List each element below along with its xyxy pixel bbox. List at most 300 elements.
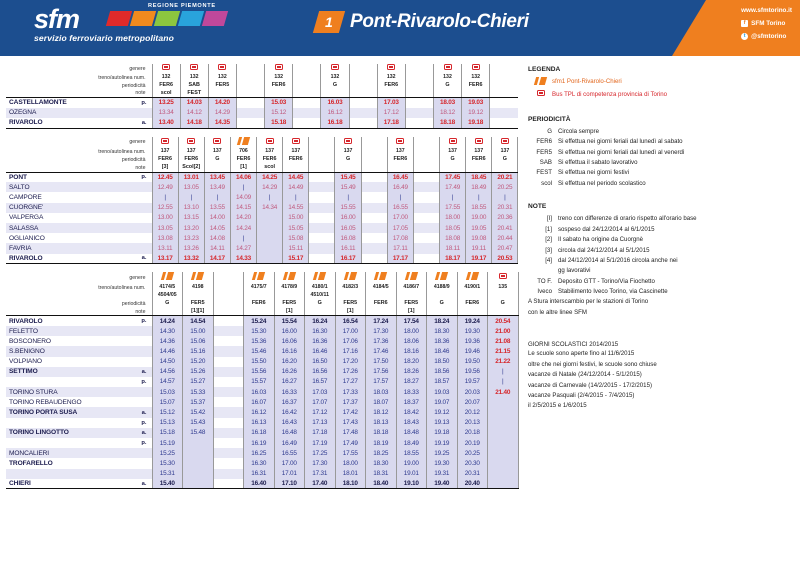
label-periodicita: periodicità xyxy=(121,157,146,164)
periodicita-row-3 xyxy=(528,158,794,167)
genere-cell xyxy=(377,64,405,74)
time-cell: 17.48 xyxy=(335,428,366,438)
time-cell: 15.19 xyxy=(152,438,183,448)
time-cell: 15.42 xyxy=(183,407,214,417)
time-cell: 19.30 xyxy=(457,326,488,336)
periodicita-cell: FER5 xyxy=(335,300,366,308)
time-cell: 17.55 xyxy=(335,448,366,458)
note-text: Stabilimento Iveco Torino, via Cascinette xyxy=(558,288,668,296)
time-cell: 19.12 xyxy=(427,407,458,417)
time-cell: 16.50 xyxy=(305,357,336,367)
time-cell: 13.11 xyxy=(152,243,178,253)
note-cell xyxy=(492,164,518,172)
time-cell: 17.27 xyxy=(335,377,366,387)
time-cell: 13.49 xyxy=(204,182,230,192)
scolastici-line-5: il 2/5/2015 e 1/6/2015 xyxy=(528,402,587,410)
train-number-cell: 137 xyxy=(257,148,283,156)
time-cell: 18.50 xyxy=(427,357,458,367)
time-cell xyxy=(213,438,244,448)
note-cell xyxy=(283,164,309,172)
time-cell: 16.30 xyxy=(305,326,336,336)
time-cell: 13.40 xyxy=(152,118,180,128)
time-cell: 18.30 xyxy=(366,458,397,468)
time-cell xyxy=(309,182,335,192)
time-cell: 18.25 xyxy=(366,448,397,458)
arrival-departure-marker xyxy=(118,326,152,336)
table-row xyxy=(6,438,518,448)
station-name: FELETTO xyxy=(6,326,118,336)
train-icon xyxy=(161,272,174,280)
label-numero: treno/autolinea num. xyxy=(98,284,146,291)
time-cell: 15.25 xyxy=(152,448,183,458)
periodicita-row-1 xyxy=(528,137,794,146)
time-cell: 15.16 xyxy=(183,346,214,356)
train-number-cell: 4175/7 xyxy=(244,284,275,292)
time-cell: 13.26 xyxy=(178,243,204,253)
train-number-cell: 137 xyxy=(204,148,230,156)
facebook-link[interactable] xyxy=(741,17,792,30)
note-cell: Scol[2] xyxy=(178,164,204,172)
time-cell: 13.10 xyxy=(178,203,204,213)
table-row xyxy=(6,357,518,367)
rhombus-4 xyxy=(202,11,228,26)
periodicita-text: Si effettua nei giorni feriali dal lunedì al sabato xyxy=(558,138,683,146)
legend-title: LEGENDA xyxy=(528,66,561,73)
genere-cell xyxy=(230,137,256,149)
genere-cell xyxy=(387,137,413,149)
periodicita-text: Circola sempre xyxy=(558,127,599,135)
time-cell: 18.00 xyxy=(335,458,366,468)
note-cell xyxy=(236,90,264,98)
time-cell: 13.00 xyxy=(152,213,178,223)
time-cell xyxy=(309,213,335,223)
note-row-5 xyxy=(528,266,794,275)
train-number-cell-2 xyxy=(244,292,275,300)
time-cell: 14.45 xyxy=(283,172,309,182)
train-number-cell: 4198 xyxy=(183,284,214,292)
arrival-departure-marker: a. xyxy=(118,254,152,264)
time-cell: 15.05 xyxy=(283,223,309,233)
time-cell: 15.30 xyxy=(152,458,183,468)
time-cell xyxy=(213,357,244,367)
time-cell: 16.19 xyxy=(244,438,275,448)
periodicita-cell: FER6 xyxy=(387,156,413,164)
time-cell: 20.13 xyxy=(457,418,488,428)
table-row xyxy=(6,316,518,326)
periodicita-title: PERIODICITÀ xyxy=(528,115,571,123)
time-cell: 19.00 xyxy=(466,213,492,223)
time-cell: 15.43 xyxy=(183,418,214,428)
timetables-column xyxy=(6,64,518,489)
time-cell: 20.30 xyxy=(457,458,488,468)
time-cell: | xyxy=(488,377,519,387)
time-cell: 18.00 xyxy=(396,326,427,336)
table-row xyxy=(6,448,518,458)
twitter-text: @sfmtorino xyxy=(751,33,787,40)
genere-cell xyxy=(335,272,366,284)
time-cell: 19.36 xyxy=(457,336,488,346)
note-cell xyxy=(152,308,183,316)
time-cell: 17.49 xyxy=(335,438,366,448)
time-cell: | xyxy=(178,192,204,202)
time-cell xyxy=(413,203,439,213)
genere-cell xyxy=(265,64,293,74)
time-cell: 17.18 xyxy=(377,118,405,128)
periodicita-cell: G xyxy=(335,156,361,164)
periodicita-cell: FER6 xyxy=(230,156,256,164)
time-cell: 15.11 xyxy=(283,243,309,253)
time-cell: 18.56 xyxy=(427,367,458,377)
train-icon xyxy=(435,272,448,280)
note-cell xyxy=(208,90,236,98)
genere-cell xyxy=(152,137,178,149)
bus-icon xyxy=(449,138,457,144)
time-cell: 14.09 xyxy=(230,192,256,202)
train-number-cell xyxy=(349,74,377,82)
time-cell: 17.54 xyxy=(396,316,427,326)
time-cell: 13.17 xyxy=(152,254,178,264)
note-key: [2] xyxy=(545,236,552,244)
time-cell: 15.27 xyxy=(183,377,214,387)
time-cell: 15.18 xyxy=(265,118,293,128)
periodicita-cell xyxy=(490,82,518,90)
note-cell: scol xyxy=(152,90,180,98)
time-cell xyxy=(257,254,283,264)
arrival-departure-marker xyxy=(118,336,152,346)
time-cell: 16.42 xyxy=(274,407,305,417)
train-number-cell xyxy=(213,284,244,292)
periodicita-key: FEST xyxy=(536,169,552,177)
note-cell xyxy=(244,308,275,316)
genere-cell xyxy=(466,137,492,149)
genere-cell xyxy=(152,272,183,284)
time-cell: | xyxy=(283,192,309,202)
time-cell: 19.12 xyxy=(462,108,490,118)
time-cell xyxy=(361,182,387,192)
label-note: note xyxy=(6,90,152,98)
time-cell: 19.07 xyxy=(427,397,458,407)
train-number-cell xyxy=(405,74,433,82)
time-cell xyxy=(293,108,321,118)
time-cell xyxy=(183,458,214,468)
station-name: S.BENIGNO xyxy=(6,346,118,356)
time-cell: 18.12 xyxy=(433,108,461,118)
time-cell xyxy=(361,213,387,223)
regione-piemonte-label: REGIONE PIEMONTE xyxy=(148,3,216,9)
time-cell: 18.00 xyxy=(440,213,466,223)
label-genere: genere xyxy=(129,275,146,281)
time-cell: 14.17 xyxy=(204,254,230,264)
note-cell xyxy=(305,308,336,316)
note-cell: [1] xyxy=(274,308,305,316)
timetable-table xyxy=(6,64,518,129)
time-cell: 12.55 xyxy=(152,203,178,213)
bus-icon xyxy=(162,64,170,70)
time-cell: 17.30 xyxy=(366,326,397,336)
table-row xyxy=(6,336,518,346)
time-cell: 14.18 xyxy=(180,118,208,128)
train-icon xyxy=(466,272,479,280)
genere-cell xyxy=(349,64,377,74)
note-cell: [1] xyxy=(230,164,256,172)
train-number-cell xyxy=(490,74,518,82)
train-number-cell: 132 xyxy=(180,74,208,82)
note-cell: [1][1] xyxy=(183,308,214,316)
time-cell xyxy=(213,469,244,479)
time-cell: 18.45 xyxy=(466,172,492,182)
header-row-number xyxy=(6,284,518,292)
time-cell xyxy=(413,243,439,253)
time-cell xyxy=(490,118,518,128)
train-number-cell: 4178/9 xyxy=(274,284,305,292)
note-row-7 xyxy=(528,287,794,296)
time-cell: 19.03 xyxy=(462,98,490,108)
genere-cell xyxy=(283,137,309,149)
station-name: CAMPORE xyxy=(9,194,42,202)
time-cell: 13.15 xyxy=(178,213,204,223)
time-cell: 16.49 xyxy=(387,182,413,192)
time-cell xyxy=(488,438,519,448)
scolastici-line-2: vacanze di Natale (24/12/2014 - 5/1/2015) xyxy=(528,371,642,379)
header-row-periodicita xyxy=(6,82,518,90)
note-key: TO F. xyxy=(537,277,552,285)
time-cell: 15.46 xyxy=(244,346,275,356)
train-number-cell: 137 xyxy=(387,148,413,156)
arrival-departure-marker: p. xyxy=(141,419,147,426)
page-header xyxy=(0,0,800,56)
station-name: TORINO PORTA SUSA xyxy=(6,407,118,417)
train-number-cell: 137 xyxy=(283,148,309,156)
arrival-departure-marker xyxy=(118,108,152,118)
time-cell: 14.03 xyxy=(180,98,208,108)
time-cell: 18.12 xyxy=(366,407,397,417)
time-cell xyxy=(413,172,439,182)
time-cell: 16.00 xyxy=(335,213,361,223)
time-cell: 16.31 xyxy=(244,469,275,479)
table-row xyxy=(6,367,518,377)
note-cell: [1] xyxy=(396,308,427,316)
time-cell: 16.40 xyxy=(244,479,275,489)
genere-cell xyxy=(257,137,283,149)
time-cell: 19.08 xyxy=(466,233,492,243)
periodicita-cell xyxy=(309,156,335,164)
time-cell xyxy=(490,108,518,118)
time-cell: 15.00 xyxy=(183,326,214,336)
periodicita-cell: SAB xyxy=(180,82,208,90)
train-icon xyxy=(534,77,547,88)
table-row xyxy=(6,458,518,468)
time-cell: 18.16 xyxy=(396,346,427,356)
station-name: SALTO xyxy=(6,182,118,192)
time-cell: 17.24 xyxy=(366,316,397,326)
time-cell: 17.08 xyxy=(387,233,413,243)
label-note: note xyxy=(6,164,152,172)
genere-cell xyxy=(366,272,397,284)
time-cell xyxy=(213,428,244,438)
time-cell: | xyxy=(152,192,178,202)
time-cell: 15.26 xyxy=(183,367,214,377)
genere-cell xyxy=(490,64,518,74)
time-cell: 18.31 xyxy=(366,469,397,479)
time-cell xyxy=(488,418,519,428)
note-cell xyxy=(335,164,361,172)
time-cell: 17.00 xyxy=(335,326,366,336)
time-cell xyxy=(183,448,214,458)
website-link[interactable] xyxy=(741,4,792,17)
note-title: NOTE xyxy=(528,203,547,211)
time-cell: 16.07 xyxy=(244,397,275,407)
periodicita-cell xyxy=(405,82,433,90)
time-cell: 18.19 xyxy=(366,438,397,448)
time-cell xyxy=(213,418,244,428)
time-cell: 16.57 xyxy=(305,377,336,387)
time-cell: 20.21 xyxy=(492,172,518,182)
table-row xyxy=(6,418,518,428)
periodicita-cell: G xyxy=(321,82,349,90)
time-cell: 21.00 xyxy=(488,326,519,336)
note-row-4 xyxy=(528,256,794,265)
time-cell: 18.11 xyxy=(440,243,466,253)
station-name: CASTELLAMONTE xyxy=(9,99,67,107)
time-cell: 14.25 xyxy=(257,172,283,182)
station-name xyxy=(6,377,118,387)
periodicita-cell: G xyxy=(488,300,519,308)
time-cell: 16.20 xyxy=(274,357,305,367)
train-number-cell-2 xyxy=(213,292,244,300)
train-number-cell-2 xyxy=(366,292,397,300)
table-row xyxy=(6,326,518,336)
table-row xyxy=(6,469,518,479)
time-cell: 18.27 xyxy=(396,377,427,387)
train-number-cell: 132 xyxy=(433,74,461,82)
time-cell: 16.46 xyxy=(305,346,336,356)
time-cell: 12.49 xyxy=(152,182,178,192)
note-cell xyxy=(204,164,230,172)
time-cell xyxy=(361,192,387,202)
time-cell: 15.49 xyxy=(335,182,361,192)
station-name: RIVAROLO xyxy=(9,317,43,325)
bus-icon xyxy=(190,64,198,70)
station-name: SETTIMO xyxy=(6,367,118,377)
time-cell: 16.55 xyxy=(274,448,305,458)
legend-item-1 xyxy=(528,90,794,99)
note-cell: FEST xyxy=(180,90,208,98)
time-cell: 18.18 xyxy=(366,428,397,438)
time-cell: 18.30 xyxy=(427,326,458,336)
note-text: sospeso dal 24/12/2014 al 6/1/2015 xyxy=(558,225,655,233)
time-cell xyxy=(257,223,283,233)
train-number-cell-2: 4504/05 xyxy=(152,292,183,300)
time-cell: 18.33 xyxy=(396,387,427,397)
note-key: Iveco xyxy=(537,288,552,296)
time-cell xyxy=(361,223,387,233)
periodicita-cell: FER6 xyxy=(457,300,488,308)
time-cell: 15.24 xyxy=(244,316,275,326)
time-cell: 15.50 xyxy=(244,357,275,367)
arrival-departure-marker xyxy=(118,192,152,202)
time-cell xyxy=(213,367,244,377)
train-number-cell: 706 xyxy=(230,148,256,156)
time-cell: | xyxy=(466,192,492,202)
legend-items xyxy=(528,77,794,99)
time-cell xyxy=(257,213,283,223)
periodicita-cell: FER6 xyxy=(265,82,293,90)
scolastici-line-0: Le scuole sono aperte fino al 11/6/2015 xyxy=(528,350,635,358)
train-icon xyxy=(374,272,387,280)
genere-cell xyxy=(440,137,466,149)
genere-cell xyxy=(208,64,236,74)
twitter-link[interactable] xyxy=(741,30,792,43)
train-number-cell: 132 xyxy=(321,74,349,82)
station-name: CHIERI xyxy=(6,479,118,489)
time-cell: 13.34 xyxy=(152,108,180,118)
note-list xyxy=(528,214,794,296)
note-cell xyxy=(361,164,387,172)
arrival-departure-marker: a. xyxy=(118,479,152,489)
time-cell: 15.56 xyxy=(244,367,275,377)
legend-extra-lines xyxy=(528,297,794,317)
genere-cell xyxy=(180,64,208,74)
note-cell xyxy=(405,90,433,98)
time-cell: 17.12 xyxy=(305,407,336,417)
arrival-departure-marker: a. xyxy=(118,407,152,417)
label-numero: treno/autolinea num. xyxy=(98,74,146,81)
table-row xyxy=(6,233,518,243)
train-number-cell: 132 xyxy=(208,74,236,82)
time-cell: 17.57 xyxy=(366,377,397,387)
time-cell: 20.12 xyxy=(457,407,488,417)
station-name: TORINO LINGOTTO xyxy=(6,428,118,438)
time-cell: 13.32 xyxy=(178,254,204,264)
station-name: TORINO REBAUDENGO xyxy=(9,398,82,406)
station-name: MONCALIERI xyxy=(6,448,118,458)
time-cell xyxy=(213,336,244,346)
note-key: [4] xyxy=(545,256,552,264)
time-cell xyxy=(236,118,264,128)
arrival-departure-marker xyxy=(118,233,152,243)
time-cell xyxy=(309,192,335,202)
periodicita-row-0 xyxy=(528,127,794,136)
table-row xyxy=(6,213,518,223)
time-cell: 17.46 xyxy=(366,346,397,356)
time-cell: 18.37 xyxy=(396,397,427,407)
time-cell: 21.40 xyxy=(488,387,519,397)
time-cell: 20.03 xyxy=(457,387,488,397)
line-number-badge xyxy=(313,11,345,33)
bus-icon xyxy=(475,138,483,144)
time-cell: 16.16 xyxy=(274,346,305,356)
time-cell: 20.18 xyxy=(457,428,488,438)
train-number-cell: 137 xyxy=(152,148,178,156)
note-cell xyxy=(488,308,519,316)
station-name: CUORGNE' xyxy=(6,203,118,213)
line-number-text: 1 xyxy=(325,14,333,30)
genere-cell xyxy=(335,137,361,149)
label-note: note xyxy=(6,308,152,316)
periodicita-key: FER5 xyxy=(536,148,552,156)
time-cell: 15.12 xyxy=(265,108,293,118)
note-cell: [1] xyxy=(335,308,366,316)
time-cell xyxy=(413,233,439,243)
time-cell: 16.30 xyxy=(244,458,275,468)
table-row xyxy=(6,479,518,489)
time-cell xyxy=(349,98,377,108)
train-number-cell: 137 xyxy=(178,148,204,156)
time-cell: 18.48 xyxy=(396,428,427,438)
note-key: [1] xyxy=(545,225,552,233)
train-number-cell-2 xyxy=(457,292,488,300)
time-cell: 17.25 xyxy=(305,448,336,458)
